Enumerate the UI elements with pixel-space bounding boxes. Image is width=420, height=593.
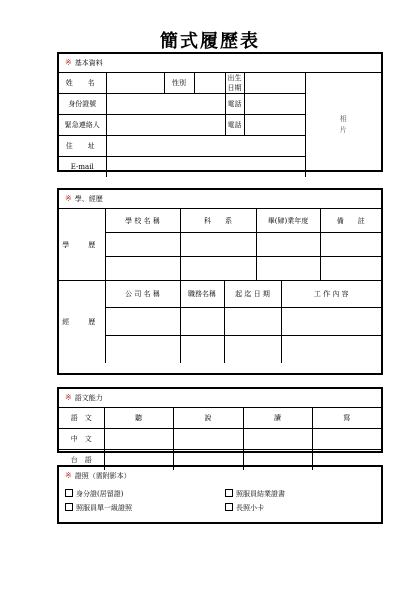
education-title: 學、經歷: [74, 195, 103, 203]
license-item-ltc-card[interactable]: [225, 503, 264, 513]
education-label: 學 歷: [59, 209, 105, 280]
name-field[interactable]: [106, 73, 164, 94]
edu-col-dept: 科 系: [180, 209, 256, 233]
photo-box[interactable]: [305, 73, 381, 177]
edu-row-2-year[interactable]: [256, 257, 320, 281]
phone-label: 電話: [225, 94, 244, 115]
checkbox-icon[interactable]: [225, 489, 233, 497]
edu-col-school: 學 校 名 稱: [105, 209, 180, 233]
exp-col-title: 職務名稱: [180, 281, 224, 308]
email-field[interactable]: [106, 157, 305, 178]
lang-col-listen: 聽: [104, 408, 173, 429]
exp-row-1-period[interactable]: [224, 308, 281, 336]
license-label-completion-cert: 照服員結業證書: [236, 490, 285, 498]
lang-row-taiwanese: 台 語: [59, 450, 104, 471]
exp-col-company: 公 司 名 稱: [105, 281, 180, 308]
birth-field[interactable]: [244, 73, 305, 94]
language-header: [59, 389, 381, 408]
exp-col-period: 起 迄 日 期: [224, 281, 281, 308]
license-label-id-card: 身分證(居留證): [76, 490, 124, 498]
edu-row-2-note[interactable]: [320, 257, 381, 281]
basic-info-table: [59, 73, 381, 177]
education-table: [59, 209, 381, 280]
exp-row-2-period[interactable]: [224, 336, 281, 364]
emergency-contact-label: 緊急連絡人: [59, 115, 106, 136]
experience-table: [59, 280, 381, 363]
reference-mark-icon: ※: [65, 58, 72, 67]
basic-info-section: [57, 52, 383, 172]
education-section: [57, 188, 383, 375]
exp-row-1-company[interactable]: [105, 308, 180, 336]
page-title: 簡式履歷表: [160, 31, 260, 52]
exp-row-1-title[interactable]: [180, 308, 224, 336]
checkbox-icon[interactable]: [225, 503, 233, 511]
id-label: 身份證號: [59, 94, 106, 115]
basic-info-title: 基本資料: [74, 59, 103, 67]
license-item-id-card[interactable]: [65, 489, 123, 499]
chinese-speak-field[interactable]: [173, 429, 243, 450]
exp-row-2-content[interactable]: [281, 336, 381, 364]
email-label: E-mail: [59, 157, 106, 178]
chinese-listen-field[interactable]: [104, 429, 173, 450]
checkbox-icon[interactable]: [65, 503, 73, 511]
reference-mark-icon: ※: [65, 393, 72, 402]
emergency-phone-label: 電話: [225, 115, 244, 136]
license-section: [57, 465, 383, 524]
birth-label-line2: 日期: [227, 84, 242, 92]
lang-col-read: 讀: [243, 408, 312, 429]
license-label-ltc-card: 長照小卡: [236, 504, 264, 512]
edu-col-year: 畢(肄)業年度: [256, 209, 320, 233]
basic-info-header: [59, 54, 381, 73]
lang-row-chinese: 中 文: [59, 429, 104, 450]
edu-row-1-dept[interactable]: [180, 233, 256, 257]
exp-row-2-company[interactable]: [105, 336, 180, 364]
exp-col-content: 工 作 內 容: [281, 281, 381, 308]
license-item-single-level-cert[interactable]: [65, 503, 132, 513]
id-field[interactable]: [106, 94, 225, 115]
reference-mark-icon: ※: [65, 194, 72, 203]
edu-row-1-year[interactable]: [256, 233, 320, 257]
address-field[interactable]: [106, 136, 305, 157]
exp-row-2-title[interactable]: [180, 336, 224, 364]
lang-col-language: 語 文: [59, 408, 104, 429]
education-header: [59, 190, 381, 209]
gender-label: 性別: [164, 73, 194, 94]
chinese-write-field[interactable]: [312, 429, 381, 450]
license-header: [59, 467, 381, 485]
edu-col-note: 備 註: [320, 209, 381, 233]
edu-row-2-school[interactable]: [105, 257, 180, 281]
license-item-completion-cert[interactable]: [225, 489, 285, 499]
photo-label-line1: 相: [339, 115, 347, 123]
license-label-single-level-cert: 照服員單一級證照: [76, 504, 132, 512]
language-section: [57, 387, 383, 464]
checkbox-icon[interactable]: [65, 489, 73, 497]
emergency-contact-field[interactable]: [106, 115, 225, 136]
name-label: 姓 名: [59, 73, 106, 94]
address-label: 住 址: [59, 136, 106, 157]
photo-label-line2: 片: [339, 126, 347, 134]
edu-row-1-school[interactable]: [105, 233, 180, 257]
edu-row-2-dept[interactable]: [180, 257, 256, 281]
chinese-read-field[interactable]: [243, 429, 312, 450]
edu-row-1-note[interactable]: [320, 233, 381, 257]
license-title: 證照（需附影本）: [74, 472, 131, 480]
language-title: 語文能力: [74, 394, 103, 402]
reference-mark-icon: ※: [65, 471, 72, 480]
lang-col-write: 寫: [312, 408, 381, 429]
language-table: [59, 408, 381, 470]
phone-field[interactable]: [244, 94, 305, 115]
gender-field[interactable]: [194, 73, 225, 94]
lang-col-speak: 說: [173, 408, 243, 429]
birth-label: [225, 73, 244, 94]
experience-label: 經 歷: [59, 281, 105, 364]
birth-label-line1: 出生: [227, 74, 242, 82]
exp-row-1-content[interactable]: [281, 308, 381, 336]
emergency-phone-field[interactable]: [244, 115, 305, 136]
